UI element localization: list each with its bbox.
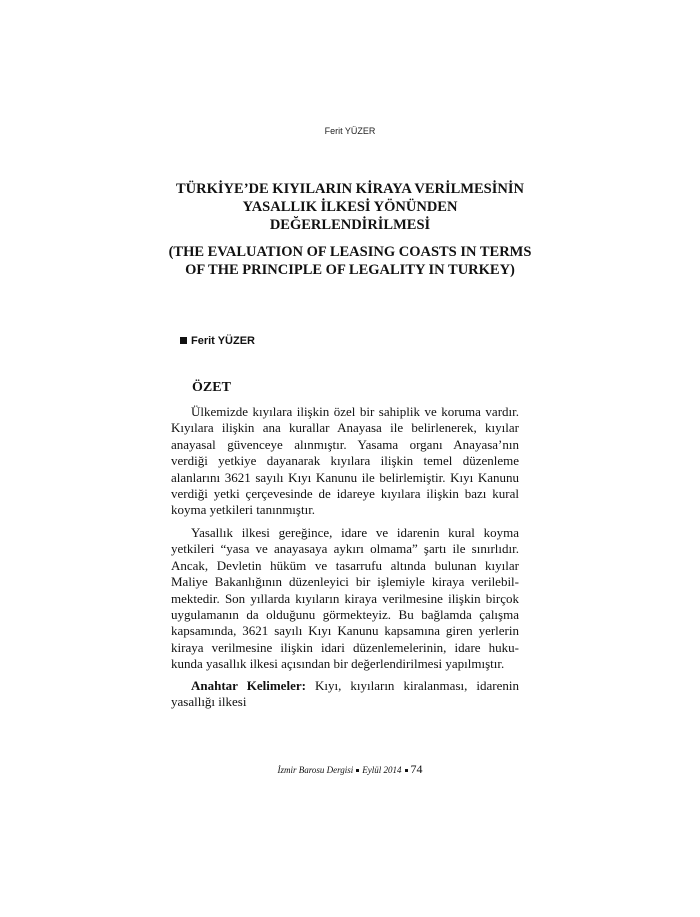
title-turkish — [160, 180, 540, 234]
title-line: (THE EVALUATION OF LEASING COASTS IN TERMS — [168, 244, 532, 260]
text-line: yetkileri “yasa ve anayasaya aykırı olmama” şartı ile sınırlıdır. — [171, 541, 519, 557]
text-line: Ülkemizde kıyılara ilişkin özel bir sahiplik ve koruma vardır. — [191, 404, 519, 419]
abstract-paragraph-2 — [171, 525, 519, 673]
journal-name: İzmir Barosu Dergisi — [277, 765, 354, 775]
text-line: verdiği yetkiye dayanarak kıyılara ilişkin temel düzenleme — [171, 453, 519, 469]
separator-dot — [356, 769, 359, 772]
text-line: koyma yetkileri tanınmıştır. — [171, 502, 316, 518]
text-line: Kıyılara ilişkin ana kurallar Anayasa ile belirlenerek, kıyılar — [171, 420, 519, 436]
keywords-label: Anahtar Kelimeler: — [191, 678, 306, 693]
text-line: verdiği yetki çerçevesinde de idareye kıyılara ilişkin bazı kural — [171, 486, 519, 502]
abstract-paragraph-1 — [171, 404, 519, 519]
text-line: mektedir. Son yıllarda kıyıların kiraya verilmesine ilişkin birçok — [171, 590, 519, 606]
text-line: uygulamanın da olduğunu görmekteyiz. Bu bağlamda çalışma — [171, 607, 519, 623]
title-line: TÜRKİYE’DE KIYILARIN KİRAYA VERİLMESİNİN — [176, 181, 524, 197]
keywords — [171, 678, 519, 711]
text-line: anayasal güvenceye alınmıştır. Yasama organı Anayasa’nın — [171, 436, 519, 452]
text-line: alanlarını 3621 sayılı Kıyı Kanunu ile belirlemiştir. Kıyı Kanunu — [171, 469, 519, 485]
title-line: YASALLIK İLKESİ YÖNÜNDEN — [242, 199, 458, 215]
text-line: kunda yasallık ilkesi açısından bir değerlendirilmesi yapılmıştır. — [171, 656, 505, 672]
text-line: Ancak, Devletin hüküm ve tasarrufu altında bulunan kıyılar — [171, 557, 519, 573]
text-line: Maliye Bakanlığının düzenleyici bir işlemiyle kiraya verilebil- — [171, 574, 519, 590]
title-english — [160, 243, 540, 279]
bullet-square-icon — [180, 337, 187, 344]
author-name: Ferit YÜZER — [191, 335, 255, 347]
abstract-heading: ÖZET — [192, 380, 231, 395]
running-header: Ferit YÜZER — [324, 126, 376, 136]
author — [180, 335, 255, 347]
text-line: Yasallık ilkesi gereğince, idare ve idarenin kural koyma — [191, 525, 519, 540]
issue-date: Eylül 2014 — [362, 765, 402, 775]
text-line: kiraya verilmesine ilişkin idari düzenlemelerinin, idare huku- — [171, 639, 519, 655]
page-number: 74 — [410, 762, 423, 776]
title-line: DEĞERLENDİRİLMESİ — [269, 217, 431, 233]
separator-dot — [405, 769, 408, 772]
keywords-line-2: yasallığı ilkesi — [171, 694, 247, 710]
keywords-text: Kıyı, kıyıların kiralanması, idarenin — [314, 678, 519, 693]
page-footer — [0, 762, 700, 777]
title-line: OF THE PRINCIPLE OF LEGALITY IN TURKEY) — [185, 262, 515, 278]
text-line: kapsamında, 3621 sayılı Kıyı Kanunu kapsamına giren yerlerin — [171, 623, 519, 639]
keywords-line — [171, 678, 519, 694]
